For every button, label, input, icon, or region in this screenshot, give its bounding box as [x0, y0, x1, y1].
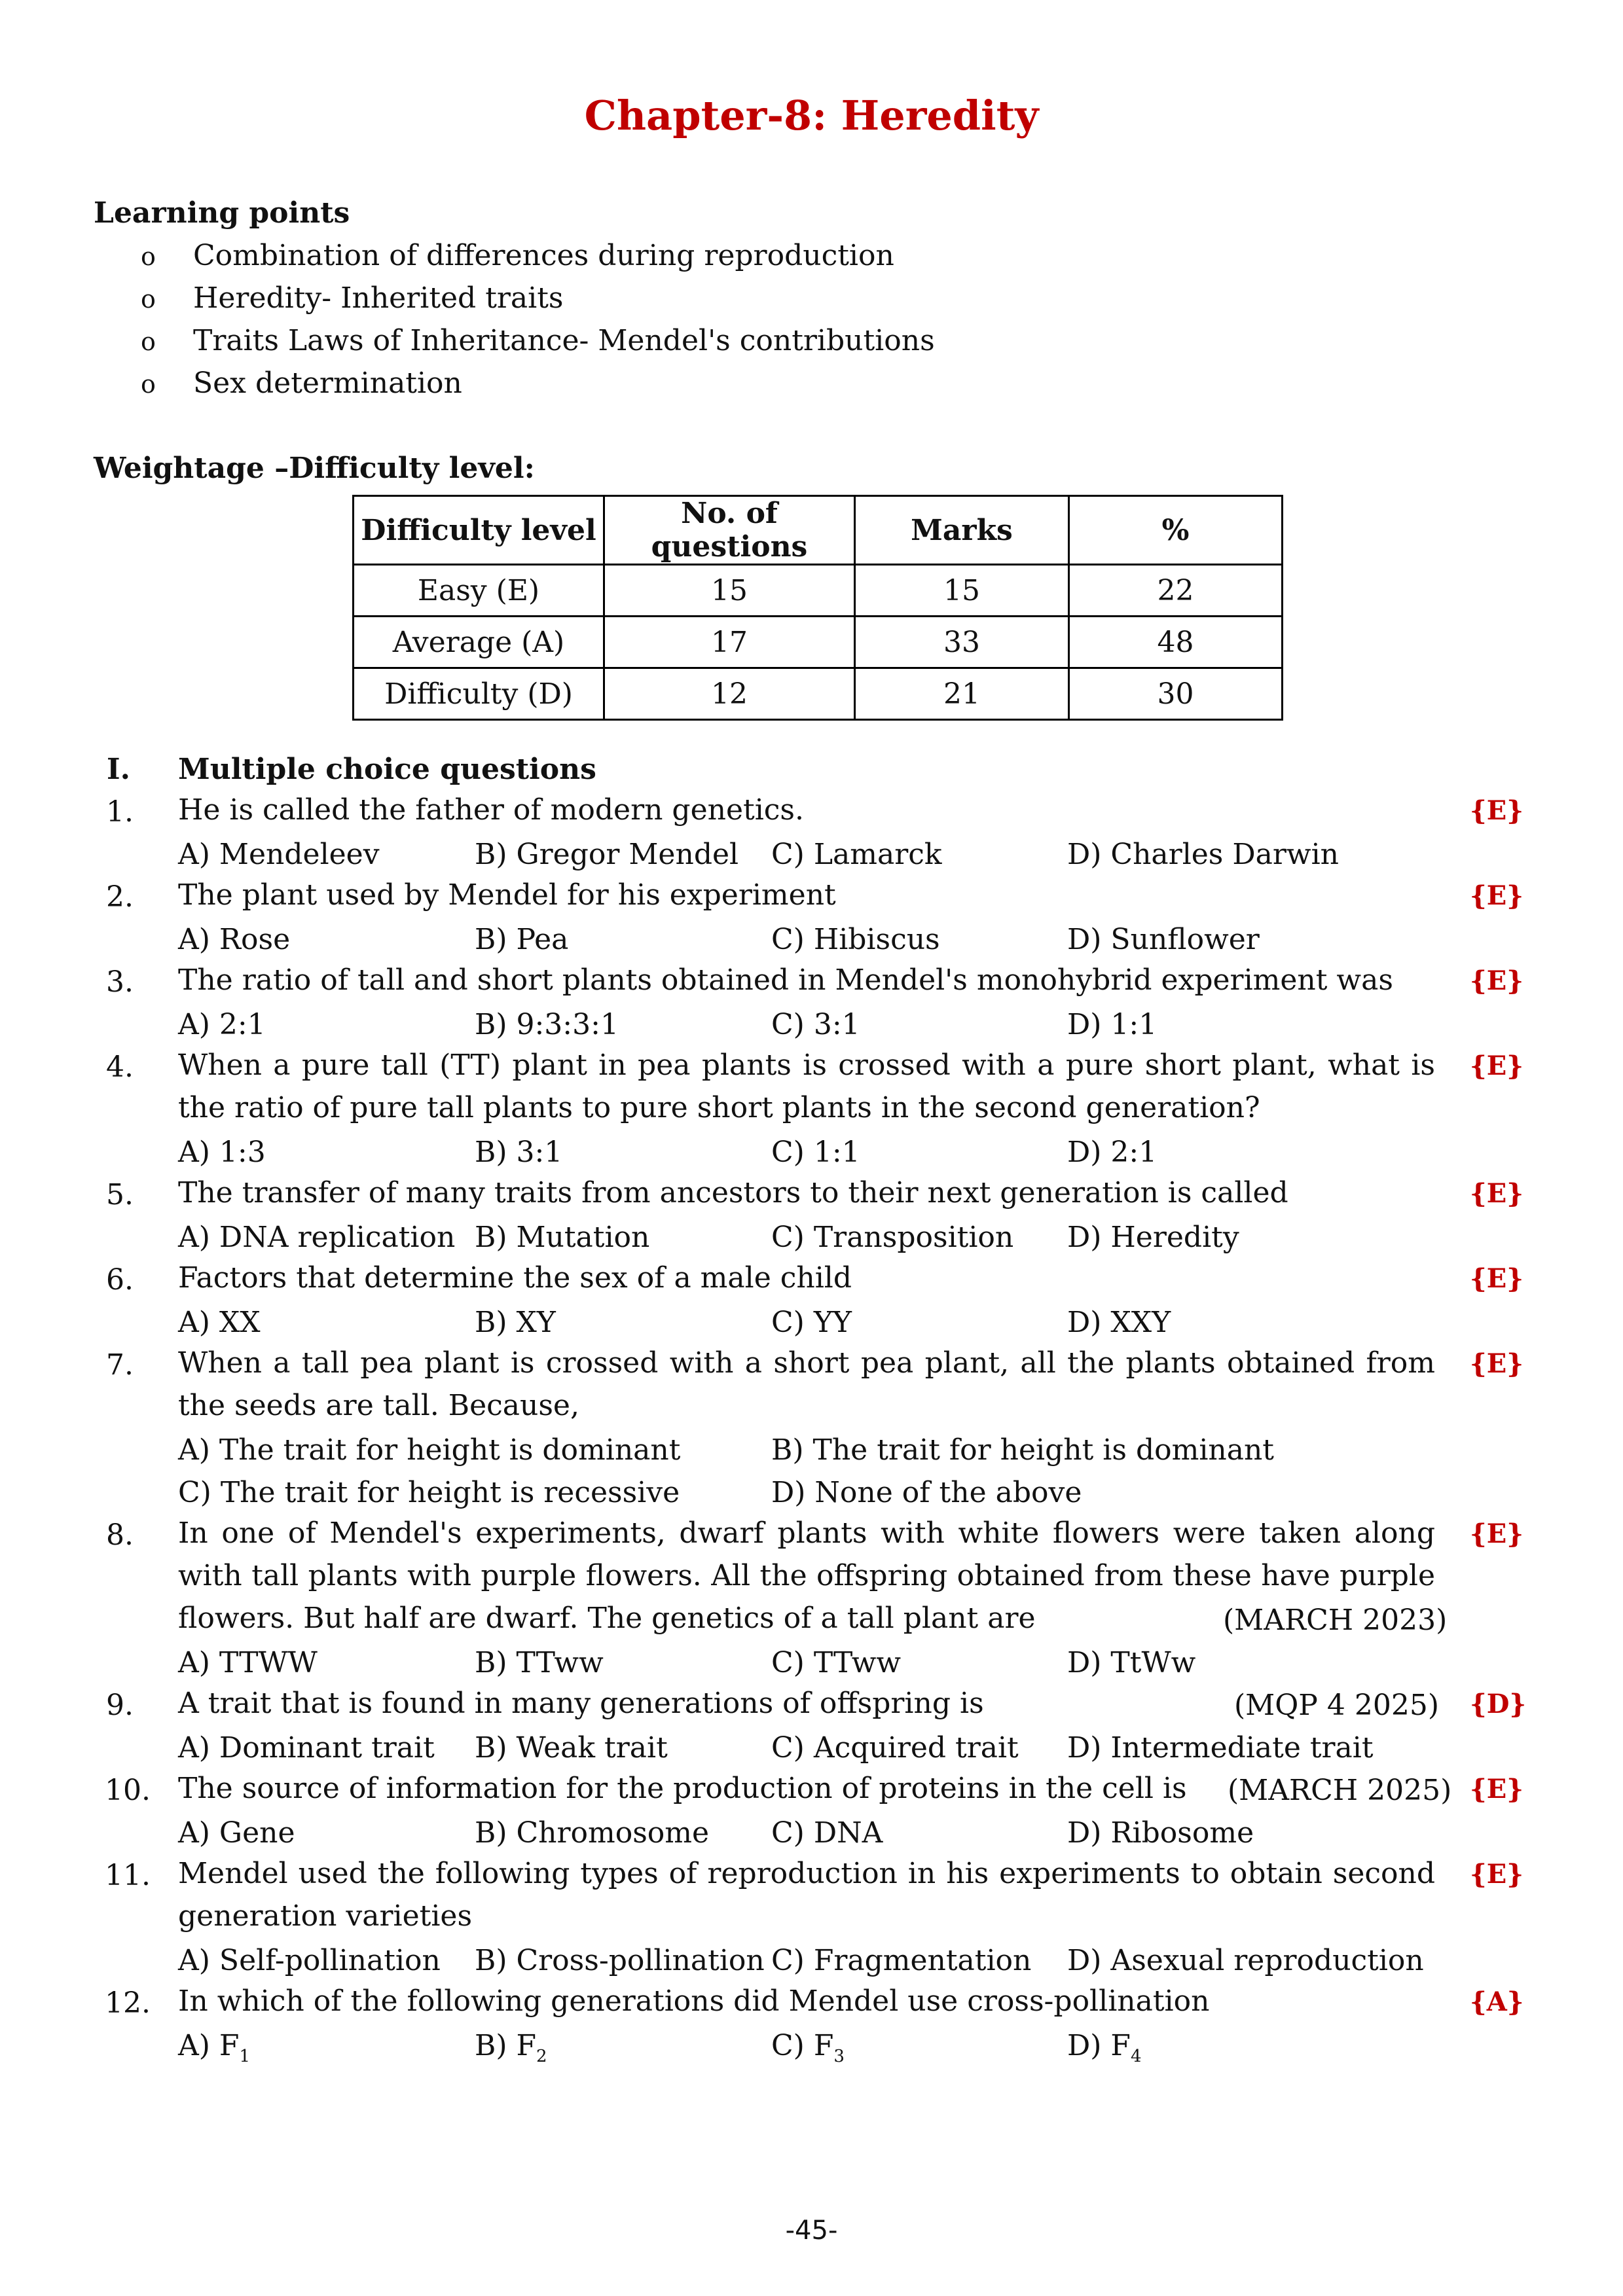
option-b: B) Mutation: [475, 1221, 650, 1254]
option-c: C) DNA: [771, 1816, 883, 1850]
table-header: Marks: [855, 496, 1069, 565]
question-source: (MQP 4 2025): [1234, 1689, 1440, 1722]
table-header-row: [354, 496, 1283, 565]
learning-points-heading: Learning points: [94, 196, 350, 230]
weightage-heading: Weightage –Difficulty level:: [94, 452, 535, 485]
option-c: C) Transposition: [771, 1221, 1014, 1254]
difficulty-tag: {E}: [1470, 795, 1523, 826]
table-cell: Difficulty (D): [354, 668, 604, 720]
difficulty-tag: {D}: [1470, 1689, 1527, 1719]
question-text: The transfer of many traits from ancestors to their next generation is called: [178, 1176, 1288, 1210]
bullet-icon: o: [141, 370, 156, 399]
table-row: [354, 565, 1283, 617]
option-a: A) XX: [178, 1306, 261, 1339]
option-a: A) 2:1: [178, 1008, 266, 1041]
option-c: C) Lamarck: [771, 838, 942, 871]
option-d: D) Sunflower: [1067, 923, 1260, 956]
chapter-title: Chapter-8: Heredity: [584, 92, 1039, 139]
difficulty-tag: {E}: [1470, 880, 1523, 911]
option-b: B) Cross-pollination: [475, 1944, 765, 1977]
table-cell: 15: [604, 565, 855, 617]
learning-point: o Combination of differences during reproduction: [141, 239, 894, 272]
option-d: D) None of the above: [771, 1476, 1082, 1509]
option-b: B) 3:1: [475, 1136, 563, 1169]
question-text: Mendel used the following types of reproduction in his experiments to obtain second generation varieties: [178, 1857, 1435, 1933]
table-row: [354, 617, 1283, 668]
section-number: I.: [107, 753, 130, 786]
option-c: C) YY: [771, 1306, 852, 1339]
table-header: No. of questions: [604, 496, 855, 565]
difficulty-tag: {E}: [1470, 965, 1523, 996]
table-header: Difficulty level: [354, 496, 604, 565]
option-d: D) XXY: [1067, 1306, 1171, 1339]
question-number: 2.: [106, 880, 134, 914]
question-number: 7.: [106, 1348, 134, 1382]
question-number: 12.: [105, 1986, 151, 2020]
weightage-table: [352, 495, 1283, 721]
option-a: A) Dominant trait: [178, 1731, 435, 1765]
table-cell: 21: [855, 668, 1069, 720]
question-text: When a pure tall (TT) plant in pea plants is crossed with a pure short plant, what is the ratio of pure tall plants to pure short plants in the second generation?: [178, 1049, 1435, 1124]
bullet-icon: o: [141, 285, 156, 314]
page-number: -45-: [785, 2215, 838, 2246]
difficulty-tag: {E}: [1470, 1859, 1523, 1890]
option-a: A) TTWW: [178, 1646, 318, 1679]
option-c: C) 1:1: [771, 1136, 860, 1169]
option-b: B) XY: [475, 1306, 556, 1339]
option-d: D) Heredity: [1067, 1221, 1239, 1254]
question-text: A trait that is found in many generations of offspring is: [178, 1687, 984, 1720]
table-cell: Easy (E): [354, 565, 604, 617]
question-number: 5.: [106, 1178, 134, 1211]
question-source: (MARCH 2023): [1223, 1604, 1448, 1637]
table-cell: Average (A): [354, 617, 604, 668]
option-a: A) Rose: [178, 923, 291, 956]
difficulty-tag: {E}: [1470, 1774, 1523, 1804]
question-text: He is called the father of modern genetics.: [178, 793, 804, 827]
learning-point: o Heredity- Inherited traits: [141, 281, 564, 315]
question-number: 9.: [106, 1689, 134, 1722]
table-header: %: [1069, 496, 1283, 565]
option-d: D) TtWw: [1067, 1646, 1196, 1679]
question-text: In one of Mendel's experiments, dwarf plants with white flowers were taken along with tall plants with purple flowers. All the offspring obtained from these have purple flowers. But half are dwarf. The genetics of a tall plant are: [178, 1516, 1435, 1635]
learning-point: o Traits Laws of Inheritance- Mendel's contributions: [141, 324, 935, 357]
table-cell: 12: [604, 668, 855, 720]
option-c: C) The trait for height is recessive: [178, 1476, 680, 1509]
question-text: The ratio of tall and short plants obtained in Mendel's monohybrid experiment was: [178, 963, 1393, 997]
option-a: A) $F_1$: [178, 2029, 251, 2066]
table-row: [354, 668, 1283, 720]
table-cell: 17: [604, 617, 855, 668]
question-text: The source of information for the production of proteins in the cell is: [178, 1772, 1187, 1805]
option-c: C) 3:1: [771, 1008, 860, 1041]
difficulty-tag: {E}: [1470, 1178, 1523, 1209]
question-source: (MARCH 2025): [1228, 1774, 1452, 1807]
option-b: B) TTww: [475, 1646, 604, 1679]
question-text: When a tall pea plant is crossed with a short pea plant, all the plants obtained from the seeds are tall. Because,: [178, 1346, 1435, 1422]
option-d: D) Charles Darwin: [1067, 838, 1339, 871]
difficulty-tag: {E}: [1470, 1518, 1523, 1549]
option-b: B) The trait for height is dominant: [771, 1433, 1274, 1467]
option-a: A) Mendeleev: [178, 838, 380, 871]
question-number: 11.: [105, 1859, 151, 1892]
option-c: C) Acquired trait: [771, 1731, 1019, 1765]
option-c: C) TTww: [771, 1646, 902, 1679]
question-number: 10.: [105, 1774, 151, 1807]
option-b: B) $F_2$: [475, 2029, 547, 2066]
option-b: B) Weak trait: [475, 1731, 668, 1765]
option-a: A) DNA replication: [178, 1221, 456, 1254]
option-d: D) 2:1: [1067, 1136, 1158, 1169]
option-a: A) Gene: [178, 1816, 295, 1850]
difficulty-tag: {A}: [1470, 1986, 1524, 2017]
question-text: Factors that determine the sex of a male child: [178, 1261, 852, 1295]
question-number: 3.: [106, 965, 134, 999]
table-cell: 30: [1069, 668, 1283, 720]
option-a: A) Self-pollination: [178, 1944, 441, 1977]
option-d: D) Ribosome: [1067, 1816, 1254, 1850]
question-number: 4.: [106, 1050, 134, 1084]
table-cell: 48: [1069, 617, 1283, 668]
option-c: C) $F_3$: [771, 2029, 845, 2066]
option-d: D) Intermediate trait: [1067, 1731, 1374, 1765]
question-text: The plant used by Mendel for his experiment: [178, 878, 836, 912]
table-cell: 33: [855, 617, 1069, 668]
difficulty-tag: {E}: [1470, 1050, 1523, 1081]
option-b: B) Gregor Mendel: [475, 838, 739, 871]
option-d: D) $F_4$: [1067, 2029, 1142, 2066]
option-c: C) Fragmentation: [771, 1944, 1032, 1977]
option-b: B) Pea: [475, 923, 569, 956]
difficulty-tag: {E}: [1470, 1348, 1523, 1379]
difficulty-tag: {E}: [1470, 1263, 1523, 1294]
option-c: C) Hibiscus: [771, 923, 940, 956]
option-b: B) Chromosome: [475, 1816, 710, 1850]
section-title: Multiple choice questions: [178, 753, 596, 786]
table-cell: 15: [855, 565, 1069, 617]
question-number: 8.: [106, 1518, 134, 1552]
option-d: D) 1:1: [1067, 1008, 1158, 1041]
option-d: D) Asexual reproduction: [1067, 1944, 1424, 1977]
learning-point: o Sex determination: [141, 367, 462, 400]
question-number: 6.: [106, 1263, 134, 1297]
option-a: A) The trait for height is dominant: [178, 1433, 681, 1467]
question-text: In which of the following generations did Mendel use cross-pollination: [178, 1984, 1210, 2018]
question-number: 1.: [106, 795, 134, 829]
option-a: A) 1:3: [178, 1136, 266, 1169]
bullet-icon: o: [141, 242, 156, 271]
bullet-icon: o: [141, 327, 156, 356]
table-cell: 22: [1069, 565, 1283, 617]
option-b: B) 9:3:3:1: [475, 1008, 619, 1041]
